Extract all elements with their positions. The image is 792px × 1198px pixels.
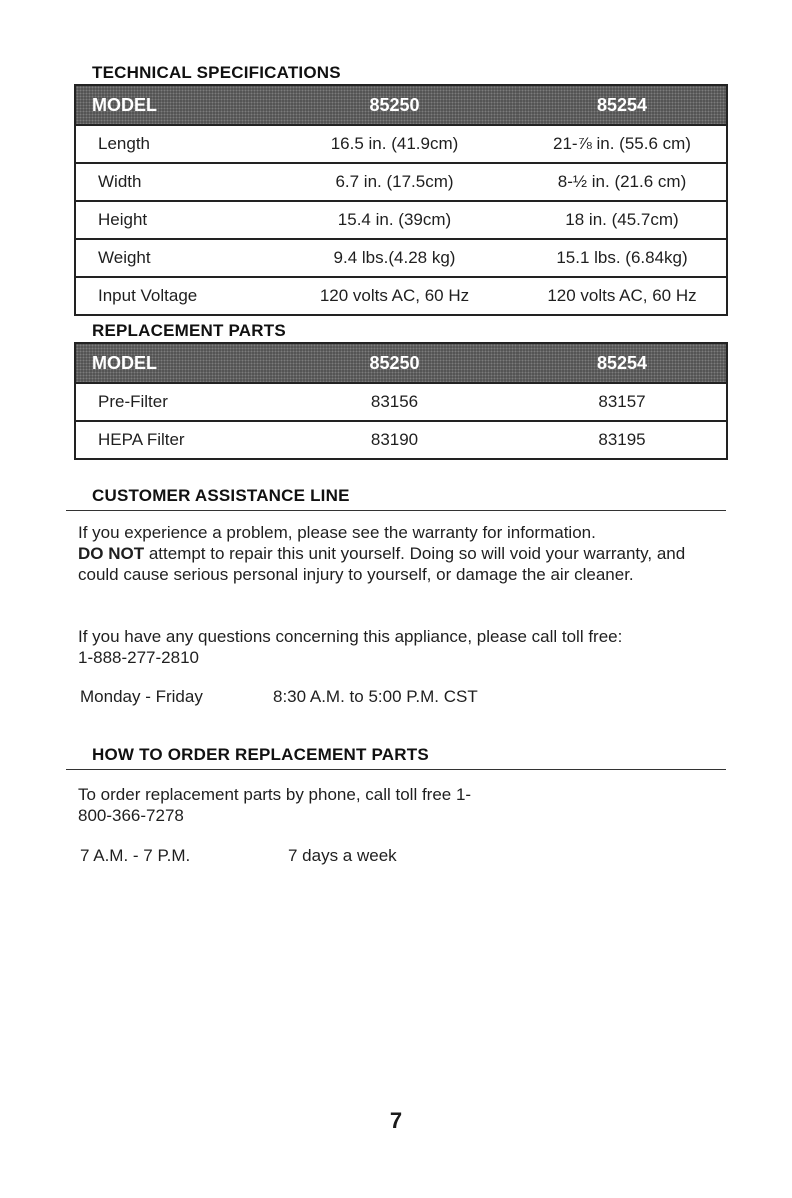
spec-value: 120 volts AC, 60 Hz bbox=[518, 277, 727, 315]
table-row bbox=[75, 239, 727, 277]
spec-value: 6.7 in. (17.5cm) bbox=[271, 163, 518, 201]
tech-specs-header-row bbox=[75, 85, 727, 125]
order-paragraph: To order replacement parts by phone, call toll free 1-800-366-7278 bbox=[78, 785, 472, 825]
spec-value: 18 in. (45.7cm) bbox=[518, 201, 727, 239]
spec-value: 9.4 lbs.(4.28 kg) bbox=[271, 239, 518, 277]
section-divider bbox=[66, 510, 726, 511]
table-row bbox=[75, 163, 727, 201]
spec-label: Length bbox=[75, 125, 271, 163]
part-number: 83190 bbox=[271, 421, 518, 459]
tech-specs-title: TECHNICAL SPECIFICATIONS bbox=[92, 63, 341, 82]
section-divider bbox=[66, 769, 726, 770]
part-number: 83195 bbox=[518, 421, 727, 459]
table-row bbox=[75, 421, 727, 459]
header-model-85250: 85250 bbox=[271, 343, 518, 383]
spec-value: 15.4 in. (39cm) bbox=[271, 201, 518, 239]
part-number: 83157 bbox=[518, 383, 727, 421]
warranty-text-start: If you experience a problem, please see the warranty for information. bbox=[78, 523, 596, 542]
table-row bbox=[75, 383, 727, 421]
spec-value: 16.5 in. (41.9cm) bbox=[271, 125, 518, 163]
order-hours: 7 A.M. - 7 P.M. bbox=[80, 846, 191, 865]
replacement-parts-header-row bbox=[75, 343, 727, 383]
assistance-days: Monday - Friday bbox=[80, 687, 203, 706]
spec-value: 8-½ in. (21.6 cm) bbox=[518, 163, 727, 201]
header-model: MODEL bbox=[75, 343, 271, 383]
order-days: 7 days a week bbox=[288, 846, 397, 865]
page-number: 7 bbox=[389, 1108, 403, 1133]
part-number: 83156 bbox=[271, 383, 518, 421]
header-model-85254: 85254 bbox=[518, 85, 727, 125]
table-row bbox=[75, 201, 727, 239]
customer-assistance-title: CUSTOMER ASSISTANCE LINE bbox=[92, 486, 350, 505]
replacement-parts-table bbox=[74, 342, 728, 460]
part-name: Pre-Filter bbox=[75, 383, 271, 421]
spec-label: Width bbox=[75, 163, 271, 201]
warranty-text-rest: attempt to repair this unit yourself. Doing so will void your warranty, and could cause serious personal injury to yourself, or damage the air cleaner. bbox=[78, 544, 686, 584]
how-to-order-title: HOW TO ORDER REPLACEMENT PARTS bbox=[92, 745, 429, 764]
do-not-warning: DO NOT bbox=[78, 544, 145, 563]
replacement-parts-title: REPLACEMENT PARTS bbox=[92, 321, 286, 340]
header-model-85254: 85254 bbox=[518, 343, 727, 383]
spec-label: Height bbox=[75, 201, 271, 239]
spec-value: 21-⅞ in. (55.6 cm) bbox=[518, 125, 727, 163]
spec-label: Input Voltage bbox=[75, 277, 271, 315]
part-name: HEPA Filter bbox=[75, 421, 271, 459]
spec-value: 15.1 lbs. (6.84kg) bbox=[518, 239, 727, 277]
assistance-hours: 8:30 A.M. to 5:00 P.M. CST bbox=[273, 687, 478, 706]
header-model-85250: 85250 bbox=[271, 85, 518, 125]
spec-value: 120 volts AC, 60 Hz bbox=[271, 277, 518, 315]
header-model: MODEL bbox=[75, 85, 271, 125]
spec-label: Weight bbox=[75, 239, 271, 277]
questions-paragraph: If you have any questions concerning this appliance, please call toll free: 1-888-277-2810 bbox=[78, 627, 623, 667]
table-row bbox=[75, 125, 727, 163]
tech-specs-table bbox=[74, 84, 728, 316]
warranty-paragraph bbox=[78, 522, 718, 585]
table-row bbox=[75, 277, 727, 315]
